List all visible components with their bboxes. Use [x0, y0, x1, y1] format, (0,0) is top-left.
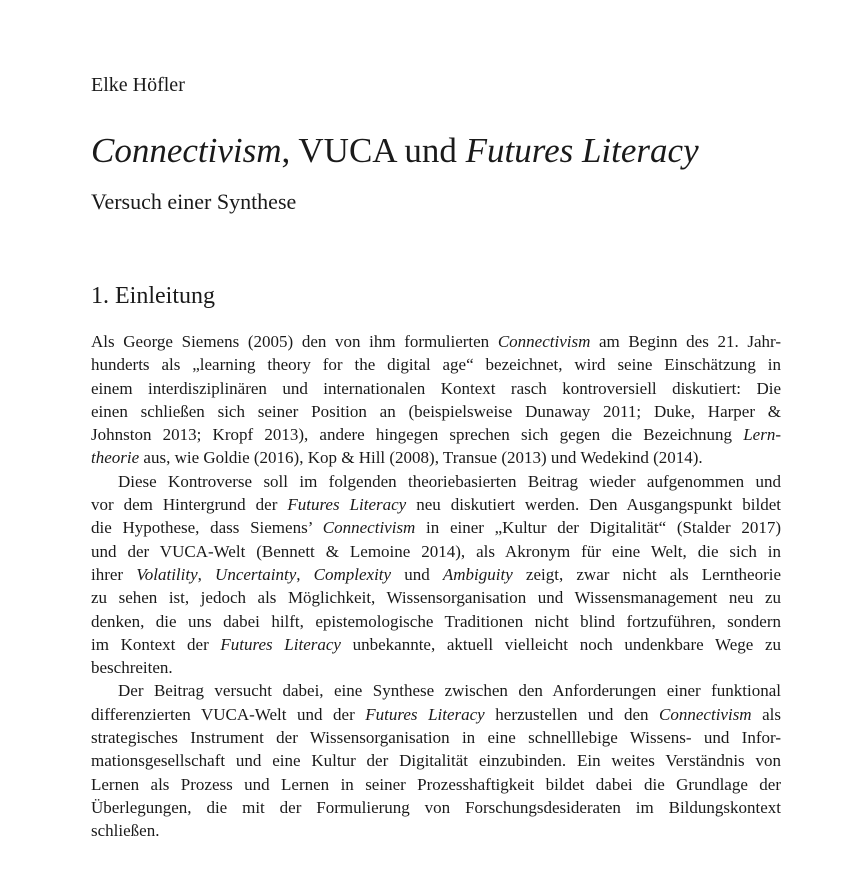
text-line: schließen. — [91, 821, 160, 841]
text-line: ihrer Volatility, Uncertainty, Complexity und Ambiguity zeigt, zwar nicht als Lerntheorie — [91, 564, 781, 584]
text-line: vor dem Hintergrund der Futures Literacy neu diskutiert werden. Den Ausgangspunkt bildet — [91, 495, 781, 515]
text-line: strategisches Instrument der Wissensorganisation in eine schnelllebige Wissens- und Infor- — [91, 728, 781, 748]
section-heading: 1. Einleitung — [91, 283, 215, 309]
text-line: Lernen als Prozess und Lernen in seiner Prozesshaftigkeit bildet dabei die Grundlage der — [91, 774, 781, 794]
title-term-futures-literacy: Futures Literacy — [465, 131, 699, 170]
title-term-connectivism: Connectivism — [91, 131, 282, 170]
text-line: Der Beitrag versucht dabei, eine Synthese zwischen den Anforderungen einer funktional — [118, 681, 781, 701]
title-middle: , VUCA und — [281, 131, 466, 170]
text-line: zu sehen ist, jedoch als Möglichkeit, Wissensorganisation und Wissensmanagement neu zu — [91, 588, 781, 608]
paper-title — [91, 130, 699, 172]
text-line: Diese Kontroverse soll im folgenden theoriebasierten Beitrag wieder aufgenommen und — [118, 471, 781, 491]
text-line: differenzierten VUCA-Welt und der Futures Literacy herzustellen und den Connectivism als — [91, 704, 781, 724]
text-line: theorie aus, wie Goldie (2016), Kop & Hill (2008), Transue (2013) und Wedekind (2014). — [91, 448, 703, 468]
text-line: denken, die uns dabei hilft, epistemologische Traditionen nicht blind fortzuführen, sondern — [91, 611, 781, 631]
text-line: die Hypothese, dass Siemens’ Connectivism in einer „Kultur der Digitalität“ (Stalder 2017) — [91, 518, 781, 538]
text-line: im Kontext der Futures Literacy unbekannte, aktuell vielleicht noch undenkbare Wege zu — [91, 634, 781, 654]
text-line: einen schließen sich seiner Position an (beispielsweise Dunaway 2011; Duke, Harper & — [91, 401, 781, 421]
text-line: mationsgesellschaft und eine Kultur der Digitalität einzubinden. Ein weites Verständnis von — [91, 751, 781, 771]
text-line: Überlegungen, die mit der Formulierung von Forschungsdesideraten im Bildungskontext — [91, 797, 781, 817]
text-line: hunderts als „learning theory for the digital age“ bezeichnet, wird seine Einschätzung in — [91, 355, 781, 375]
text-line: einem interdisziplinären und internationalen Kontext rasch kontroversiell diskutiert: Die — [91, 378, 781, 398]
body-text — [91, 330, 781, 843]
text-line: und der VUCA-Welt (Bennett & Lemoine 2014), als Akronym für eine Welt, die sich in — [91, 541, 781, 561]
author-name: Elke Höfler — [91, 74, 185, 96]
text-line: Als George Siemens (2005) den von ihm formulierten Connectivism am Beginn des 21. Jahr- — [91, 332, 781, 351]
text-line: Johnston 2013; Kropf 2013), andere hingegen sprechen sich gegen die Bezeichnung Lern- — [91, 425, 781, 445]
paper-subtitle: Versuch einer Synthese — [91, 189, 297, 214]
text-line: beschreiten. — [91, 658, 173, 678]
